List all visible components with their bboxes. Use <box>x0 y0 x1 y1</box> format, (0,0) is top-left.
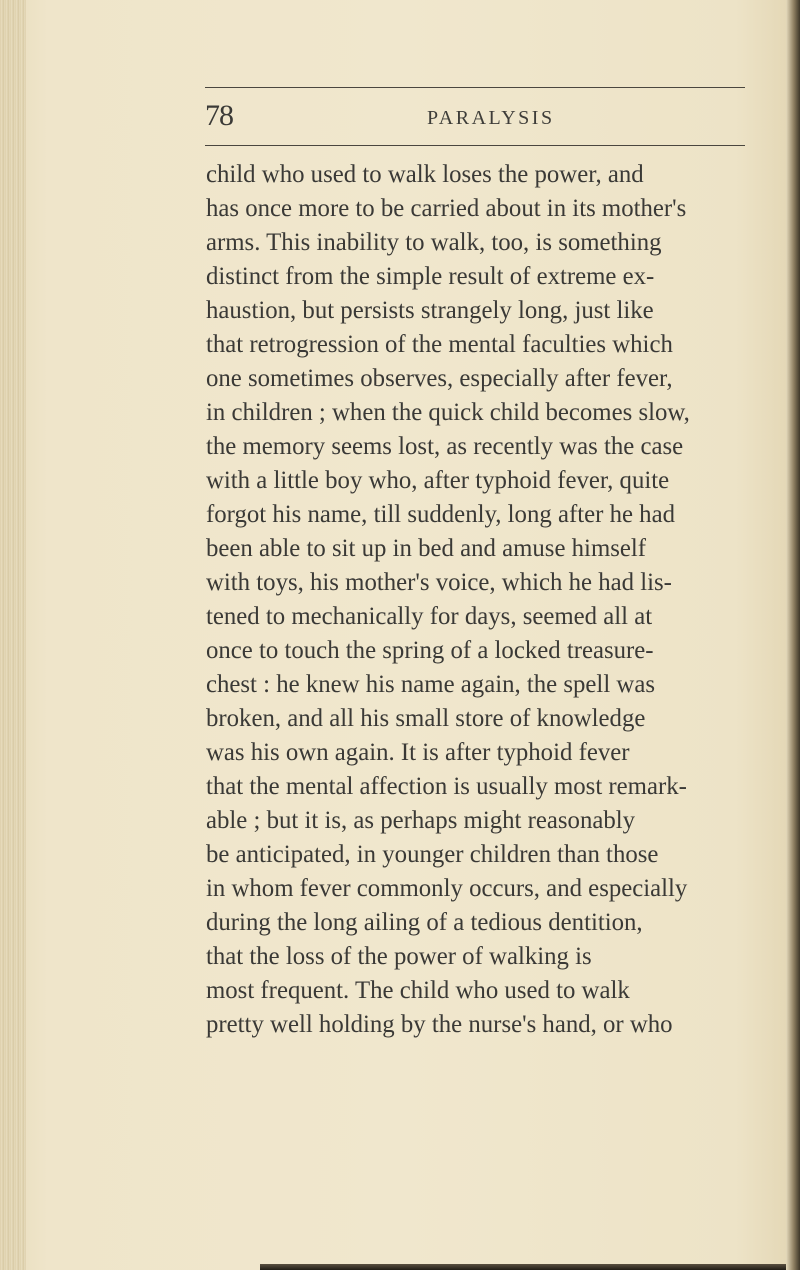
page-gutter-edge <box>0 0 26 1270</box>
text-line: been able to sit up in bed and amuse himself <box>206 535 647 562</box>
text-line: tened to mechanically for days, seemed all at <box>206 603 653 630</box>
text-line: broken, and all his small store of knowledge <box>206 705 646 732</box>
text-line: one sometimes observes, especially after fever, <box>206 365 673 392</box>
text-line: pretty well holding by the nurse's hand, or who <box>206 1011 673 1038</box>
text-line: with a little boy who, after typhoid fever, quite <box>206 467 670 494</box>
text-line: able ; but it is, as perhaps might reasonably <box>206 807 636 834</box>
text-line: has once more to be carried about in its mother's <box>206 195 687 222</box>
text-line: during the long ailing of a tedious dentition, <box>206 909 643 936</box>
header-rule-top <box>205 87 745 88</box>
text-line: distinct from the simple result of extreme ex- <box>206 263 655 290</box>
text-line: that the mental affection is usually most remark- <box>206 773 687 800</box>
text-line: the memory seems lost, as recently was the case <box>206 433 684 460</box>
page-bottom-shadow <box>260 1264 786 1270</box>
page-number: 78 <box>205 99 233 132</box>
running-head: PARALYSIS <box>427 107 555 129</box>
page-header <box>205 99 745 133</box>
text-line: in children ; when the quick child becomes slow, <box>206 399 690 426</box>
text-line: that the loss of the power of walking is <box>206 943 592 970</box>
text-line: child who used to walk loses the power, and <box>206 161 644 188</box>
text-line: in whom fever commonly occurs, and especially <box>206 875 688 902</box>
text-line: with toys, his mother's voice, which he had lis- <box>206 569 672 596</box>
text-line: haustion, but persists strangely long, just like <box>206 297 654 324</box>
text-line: that retrogression of the mental faculties which <box>206 331 673 358</box>
text-line: arms. This inability to walk, too, is something <box>206 229 662 256</box>
text-line: be anticipated, in younger children than those <box>206 841 659 868</box>
text-line: once to touch the spring of a locked treasure- <box>206 637 654 664</box>
page-right-edge <box>786 0 800 1270</box>
body-paragraph <box>206 158 766 1042</box>
text-line: chest : he knew his name again, the spell was <box>206 671 655 698</box>
text-line: most frequent. The child who used to walk <box>206 977 630 1004</box>
text-line: forgot his name, till suddenly, long after he had <box>206 501 675 528</box>
header-rule-bottom <box>205 145 745 146</box>
text-line: was his own again. It is after typhoid fever <box>206 739 630 766</box>
